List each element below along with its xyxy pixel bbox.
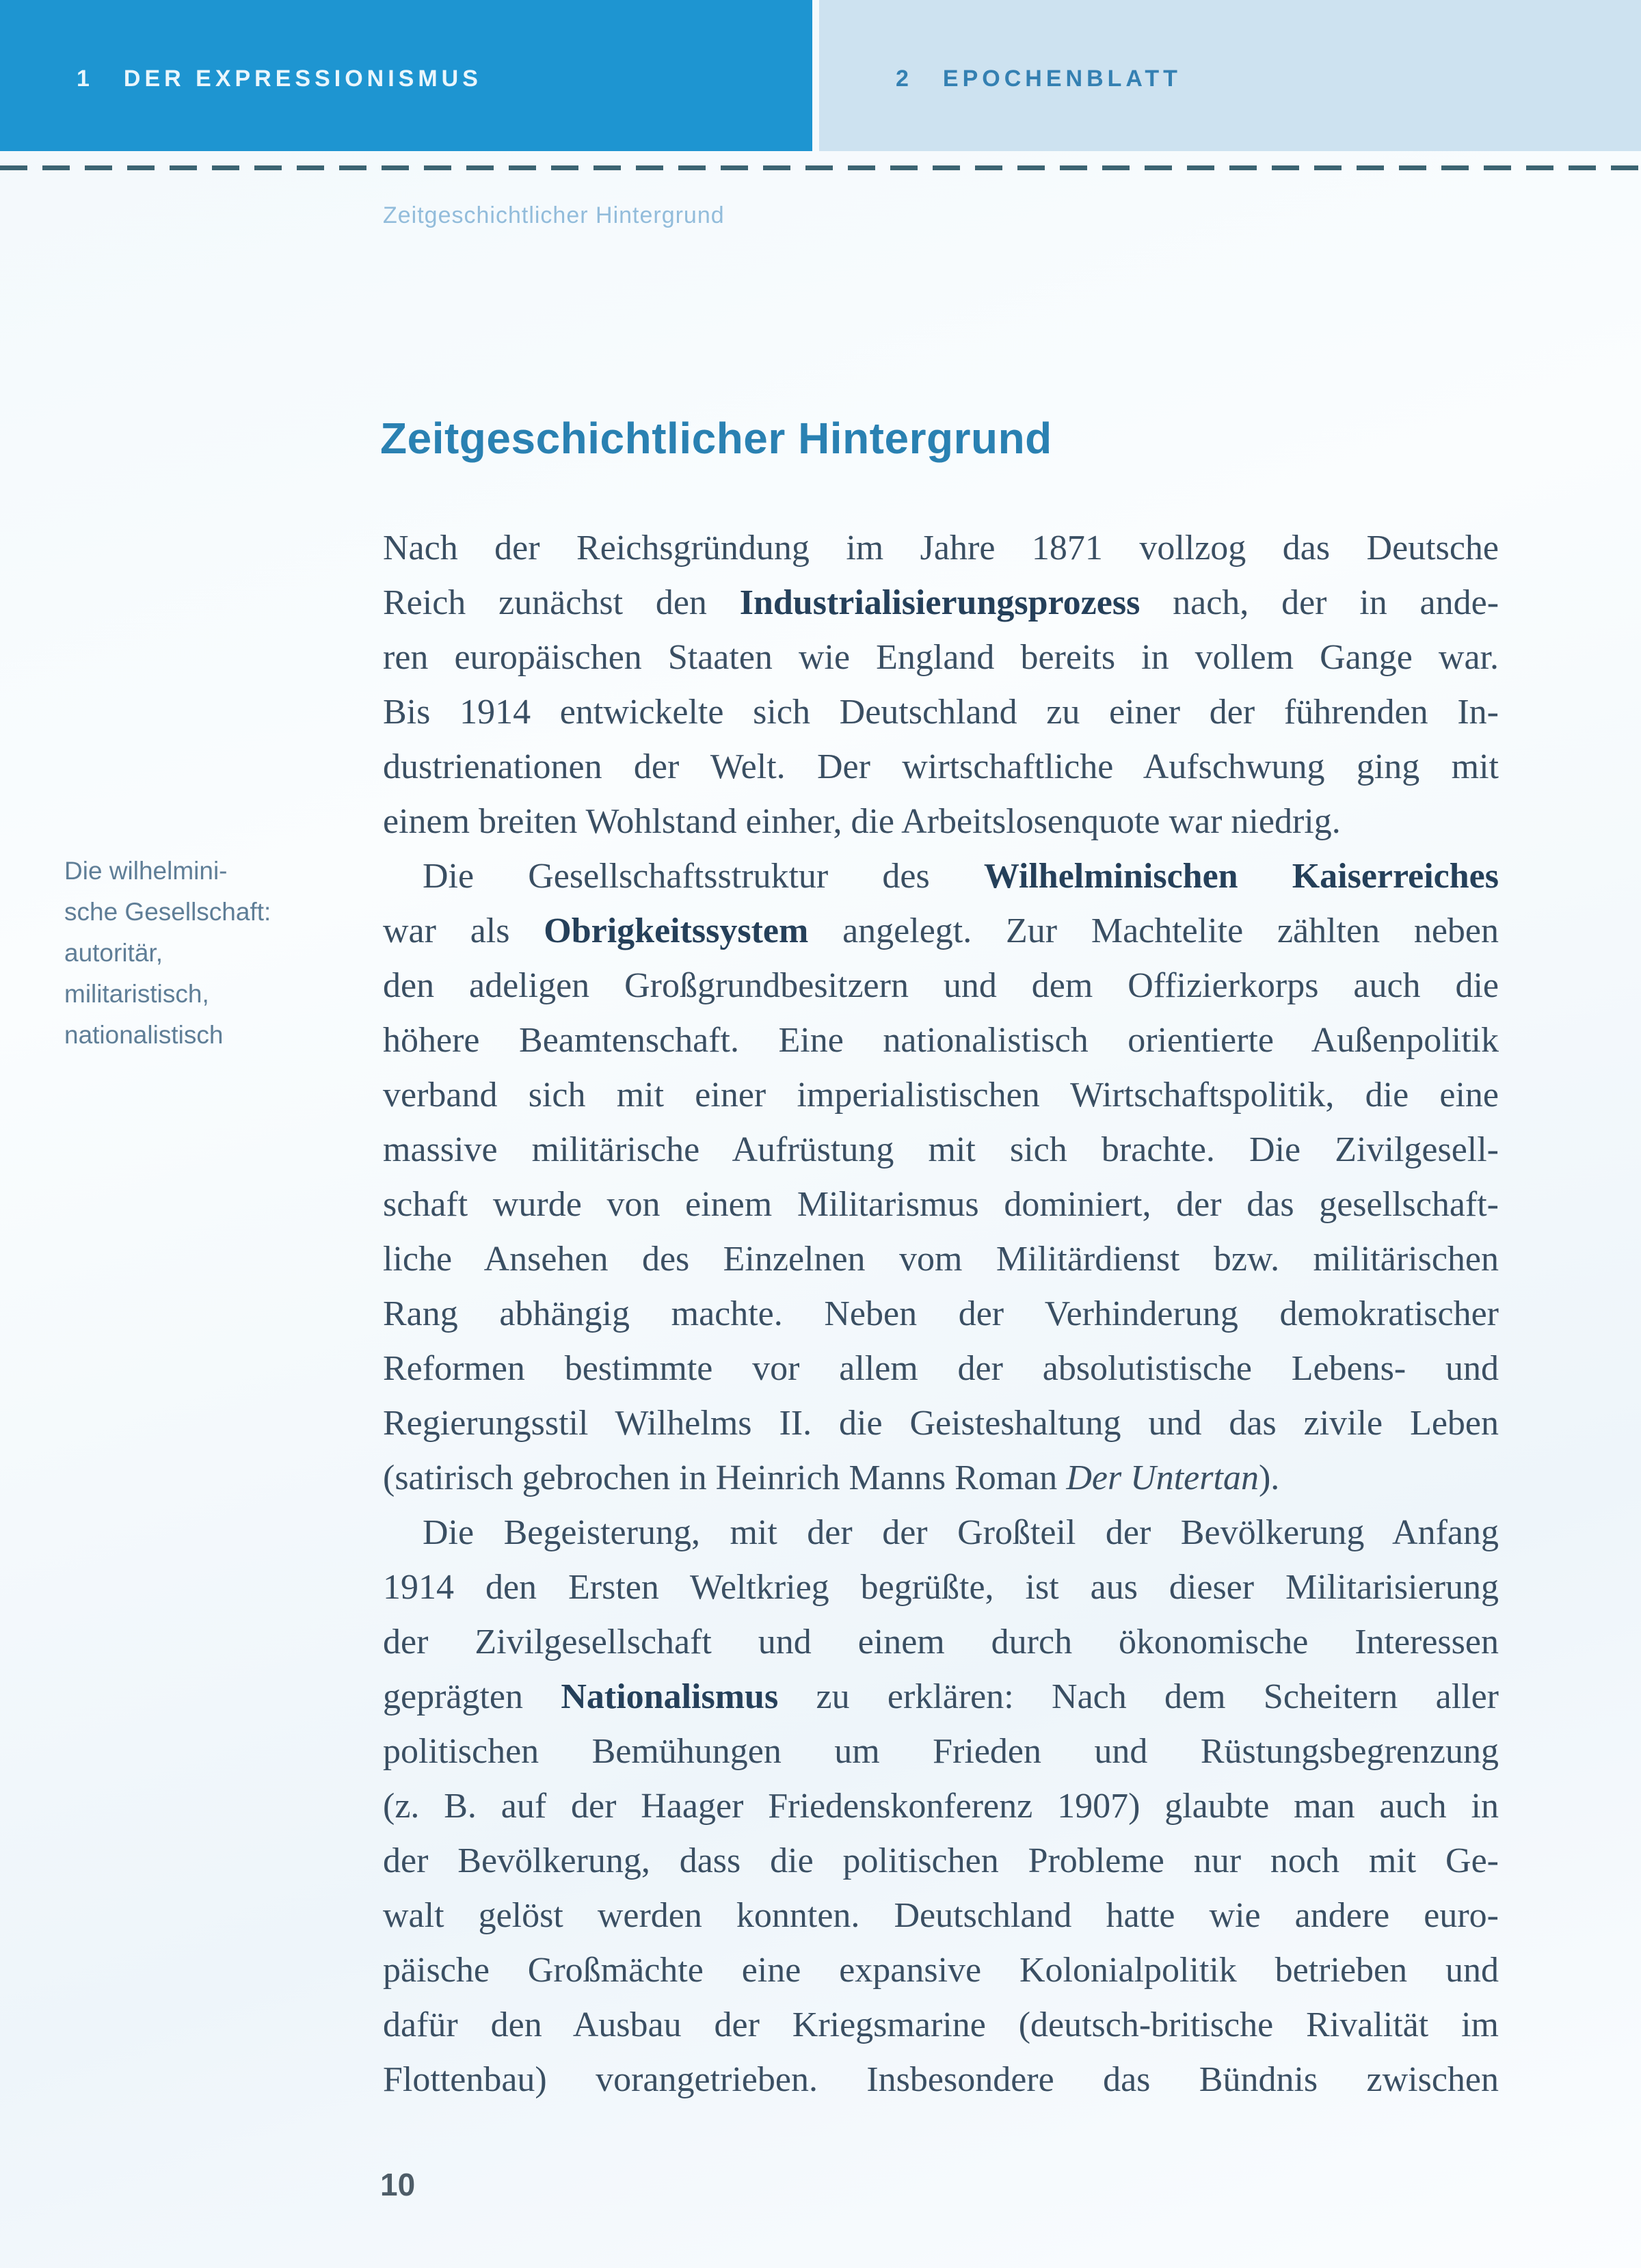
body-line: geprägten Nationalismus zu erklären: Nach dem Scheitern aller bbox=[383, 1677, 1499, 1716]
body-line: liche Ansehen des Einzelnen vom Militärdienst bzw. militärischen bbox=[383, 1240, 1499, 1279]
body-line: Rang abhängig machte. Neben der Verhinderung demokratischer bbox=[383, 1294, 1499, 1333]
italic-term: Der Untertan bbox=[1066, 1458, 1259, 1497]
bold-term: Industrialisierungsprozess bbox=[739, 583, 1140, 622]
bold-term: Wilhelminischen Kaiserreiches bbox=[983, 857, 1499, 896]
body-line: Regierungsstil Wilhelms II. die Geisteshaltung und das zivile Leben bbox=[383, 1404, 1499, 1443]
margin-note-line: Die wilhelmini- bbox=[64, 857, 228, 885]
tab-der-expressionismus-text bbox=[77, 66, 482, 92]
margin-note-line: autoritär, bbox=[64, 939, 163, 967]
body-line: der Bevölkerung, dass die politischen Probleme nur noch mit Ge- bbox=[383, 1841, 1499, 1880]
margin-note-line: sche Gesellschaft: bbox=[64, 898, 271, 926]
body-line: Bis 1914 entwickelte sich Deutschland zu einer der führenden In- bbox=[383, 693, 1499, 732]
page-number: 10 bbox=[380, 2167, 416, 2202]
body-line: massive militärische Aufrüstung mit sich brachte. Die Zivilgesell- bbox=[383, 1130, 1499, 1169]
tab-epochenblatt bbox=[819, 0, 1641, 151]
body-line: (z. B. auf der Haager Friedenskonferenz 1907) glaubte man auch in bbox=[383, 1787, 1499, 1826]
body-line: war als Obrigkeitssystem angelegt. Zur Machtelite zählten neben bbox=[383, 911, 1499, 950]
body-line: verband sich mit einer imperialistischen Wirtschaftspolitik, die eine bbox=[383, 1076, 1499, 1115]
tab-number: 2 bbox=[896, 66, 913, 92]
body-line: Die Begeisterung, mit der der Großteil der Bevölkerung Anfang bbox=[423, 1513, 1499, 1552]
body-line: schaft wurde von einem Militarismus dominiert, der das gesellschaft- bbox=[383, 1185, 1499, 1224]
margin-note-line: nationalistisch bbox=[64, 1021, 224, 1049]
body-text bbox=[383, 521, 1499, 2107]
body-line: päische Großmächte eine expansive Kolonialpolitik betrieben und bbox=[383, 1951, 1499, 1990]
bold-term: Obrigkeitssystem bbox=[544, 911, 809, 950]
margin-note-line: militaristisch, bbox=[64, 980, 209, 1008]
page-title: Zeitgeschichtlicher Hintergrund bbox=[380, 414, 1052, 463]
body-line: 1914 den Ersten Weltkrieg begrüßte, ist aus dieser Militarisierung bbox=[383, 1568, 1499, 1607]
body-line: Reformen bestimmte vor allem der absolutistische Lebens- und bbox=[383, 1349, 1499, 1388]
body-line: (satirisch gebrochen in Heinrich Manns Roman Der Untertan). bbox=[383, 1458, 1280, 1497]
tab-epochenblatt-text bbox=[896, 66, 1182, 92]
body-line: dustrienationen der Welt. Der wirtschaftliche Aufschwung ging mit bbox=[383, 747, 1499, 786]
body-line: ren europäischen Staaten wie England bereits in vollem Gange war. bbox=[383, 638, 1499, 677]
body-line: walt gelöst werden konnten. Deutschland hatte wie andere euro- bbox=[383, 1896, 1499, 1935]
tab-label: EPOCHENBLATT bbox=[942, 66, 1182, 92]
body-line: den adeligen Großgrundbesitzern und dem Offizierkorps auch die bbox=[383, 966, 1499, 1005]
body-line: Nach der Reichsgründung im Jahre 1871 vollzog das Deutsche bbox=[383, 529, 1499, 568]
body-line: politischen Bemühungen um Frieden und Rüstungsbegrenzung bbox=[383, 1732, 1499, 1771]
body-line: Reich zunächst den Industrialisierungsprozess nach, der in ande- bbox=[383, 583, 1499, 622]
body-line: dafür den Ausbau der Kriegsmarine (deutsch-britische Rivalität im bbox=[383, 2005, 1499, 2044]
dashed-divider bbox=[0, 165, 1641, 170]
bold-term: Nationalismus bbox=[561, 1677, 779, 1716]
body-line: Die Gesellschaftsstruktur des Wilhelminischen Kaiserreiches bbox=[423, 857, 1499, 896]
body-line: einem breiten Wohlstand einher, die Arbeitslosenquote war niedrig. bbox=[383, 802, 1341, 841]
running-head: Zeitgeschichtlicher Hintergrund bbox=[383, 202, 725, 228]
body-line: der Zivilgesellschaft und einem durch ökonomische Interessen bbox=[383, 1623, 1499, 1662]
tab-der-expressionismus bbox=[0, 0, 812, 151]
margin-note bbox=[64, 851, 365, 1056]
body-line: Flottenbau) vorangetrieben. Insbesondere das Bündnis zwischen bbox=[383, 2060, 1499, 2099]
tab-label: DER EXPRESSIONISMUS bbox=[123, 66, 482, 92]
tab-number: 1 bbox=[77, 66, 94, 92]
body-line: höhere Beamtenschaft. Eine nationalistisch orientierte Außenpolitik bbox=[383, 1021, 1499, 1060]
